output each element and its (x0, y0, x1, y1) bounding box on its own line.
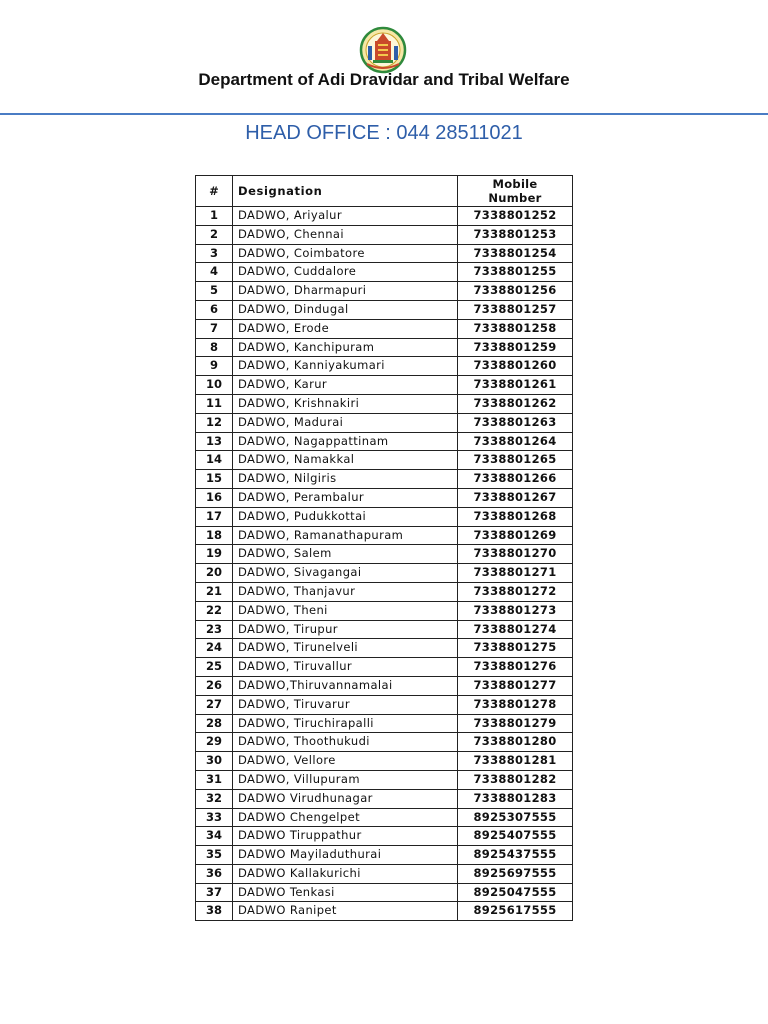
row-number: 1 (196, 207, 233, 226)
row-designation: DADWO, Tirupur (233, 620, 458, 639)
row-mobile-number: 7338801268 (458, 507, 573, 526)
row-mobile-number: 7338801273 (458, 601, 573, 620)
row-mobile-number: 8925407555 (458, 827, 573, 846)
row-mobile-number: 7338801258 (458, 319, 573, 338)
table-row (196, 770, 573, 789)
row-designation: DADWO, Cuddalore (233, 263, 458, 282)
table-row (196, 526, 573, 545)
row-number: 14 (196, 451, 233, 470)
row-mobile-number: 7338801253 (458, 225, 573, 244)
table-row (196, 658, 573, 677)
row-designation: DADWO Tiruppathur (233, 827, 458, 846)
department-title: Department of Adi Dravidar and Tribal Welfare (198, 70, 570, 89)
row-mobile-number: 7338801280 (458, 733, 573, 752)
table-row (196, 207, 573, 226)
row-designation: DADWO, Vellore (233, 752, 458, 771)
row-mobile-number: 8925437555 (458, 846, 573, 865)
table-row (196, 338, 573, 357)
row-mobile-number: 8925697555 (458, 864, 573, 883)
row-designation: DADWO, Theni (233, 601, 458, 620)
row-designation: DADWO, Thanjavur (233, 582, 458, 601)
row-designation: DADWO, Pudukkottai (233, 507, 458, 526)
row-mobile-number: 7338801283 (458, 789, 573, 808)
table-row (196, 564, 573, 583)
row-designation: DADWO Tenkasi (233, 883, 458, 902)
row-number: 17 (196, 507, 233, 526)
row-number: 3 (196, 244, 233, 263)
row-mobile-number: 7338801254 (458, 244, 573, 263)
table-row (196, 733, 573, 752)
row-designation: DADWO, Ariyalur (233, 207, 458, 226)
row-number: 24 (196, 639, 233, 658)
row-mobile-number: 7338801261 (458, 376, 573, 395)
column-header-mobile: Mobile Number (458, 176, 573, 207)
table-row (196, 789, 573, 808)
row-mobile-number: 7338801259 (458, 338, 573, 357)
row-designation: DADWO, Chennai (233, 225, 458, 244)
row-designation: DADWO, Ramanathapuram (233, 526, 458, 545)
row-number: 5 (196, 282, 233, 301)
row-mobile-number: 7338801270 (458, 545, 573, 564)
row-number: 31 (196, 770, 233, 789)
row-designation: DADWO, Thoothukudi (233, 733, 458, 752)
row-number: 13 (196, 432, 233, 451)
row-number: 23 (196, 620, 233, 639)
table-header-row (196, 176, 573, 207)
row-designation: DADWO Chengelpet (233, 808, 458, 827)
table-row (196, 639, 573, 658)
table-row (196, 601, 573, 620)
table-row (196, 413, 573, 432)
row-mobile-number: 7338801274 (458, 620, 573, 639)
row-designation: DADWO, Salem (233, 545, 458, 564)
row-number: 35 (196, 846, 233, 865)
table-row (196, 846, 573, 865)
row-designation: DADWO, Coimbatore (233, 244, 458, 263)
table-row (196, 582, 573, 601)
table-row (196, 470, 573, 489)
row-designation: DADWO, Namakkal (233, 451, 458, 470)
row-number: 37 (196, 883, 233, 902)
row-mobile-number: 8925307555 (458, 808, 573, 827)
row-number: 29 (196, 733, 233, 752)
row-number: 27 (196, 695, 233, 714)
row-mobile-number: 7338801255 (458, 263, 573, 282)
row-number: 32 (196, 789, 233, 808)
row-designation: DADWO, Perambalur (233, 488, 458, 507)
table-row (196, 394, 573, 413)
table-row (196, 695, 573, 714)
row-number: 6 (196, 300, 233, 319)
head-office-phone: HEAD OFFICE : 044 28511021 (245, 122, 523, 144)
row-mobile-number: 7338801266 (458, 470, 573, 489)
row-mobile-number: 7338801272 (458, 582, 573, 601)
row-mobile-number: 7338801256 (458, 282, 573, 301)
row-designation: DADWO, Nilgiris (233, 470, 458, 489)
table-row (196, 319, 573, 338)
row-number: 25 (196, 658, 233, 677)
table-row (196, 376, 573, 395)
table-row (196, 864, 573, 883)
row-designation: DADWO, Dharmapuri (233, 282, 458, 301)
column-header-designation: Designation (233, 176, 458, 207)
row-mobile-number: 7338801269 (458, 526, 573, 545)
row-mobile-number: 7338801276 (458, 658, 573, 677)
row-designation: DADWO Virudhunagar (233, 789, 458, 808)
row-mobile-number: 7338801262 (458, 394, 573, 413)
row-mobile-number: 7338801275 (458, 639, 573, 658)
row-designation: DADWO, Villupuram (233, 770, 458, 789)
row-designation: DADWO, Kanchipuram (233, 338, 458, 357)
table-row (196, 357, 573, 376)
table-row (196, 432, 573, 451)
table-row (196, 620, 573, 639)
row-mobile-number: 7338801260 (458, 357, 573, 376)
row-mobile-number: 7338801277 (458, 676, 573, 695)
table-row (196, 244, 573, 263)
header-divider (0, 113, 768, 115)
table-row (196, 507, 573, 526)
row-designation: DADWO, Tiruvallur (233, 658, 458, 677)
row-mobile-number: 7338801252 (458, 207, 573, 226)
row-number: 21 (196, 582, 233, 601)
row-mobile-number: 7338801263 (458, 413, 573, 432)
contacts-table (195, 175, 573, 921)
row-designation: DADWO, Nagappattinam (233, 432, 458, 451)
row-number: 30 (196, 752, 233, 771)
row-mobile-number: 7338801281 (458, 752, 573, 771)
row-mobile-number: 7338801279 (458, 714, 573, 733)
row-mobile-number: 7338801282 (458, 770, 573, 789)
row-number: 2 (196, 225, 233, 244)
table-row (196, 902, 573, 921)
row-designation: DADWO, Sivagangai (233, 564, 458, 583)
table-row (196, 676, 573, 695)
row-number: 28 (196, 714, 233, 733)
row-mobile-number: 8925047555 (458, 883, 573, 902)
row-designation: DADWO Ranipet (233, 902, 458, 921)
row-number: 4 (196, 263, 233, 282)
table-row (196, 883, 573, 902)
row-designation: DADWO, Erode (233, 319, 458, 338)
row-mobile-number: 8925617555 (458, 902, 573, 921)
row-mobile-number: 7338801278 (458, 695, 573, 714)
row-designation: DADWO, Tiruchirapalli (233, 714, 458, 733)
row-number: 19 (196, 545, 233, 564)
row-designation: DADWO Kallakurichi (233, 864, 458, 883)
row-mobile-number: 7338801265 (458, 451, 573, 470)
table-row (196, 714, 573, 733)
row-number: 18 (196, 526, 233, 545)
row-number: 26 (196, 676, 233, 695)
row-mobile-number: 7338801271 (458, 564, 573, 583)
table-row (196, 488, 573, 507)
row-number: 16 (196, 488, 233, 507)
row-designation: DADWO, Tirunelveli (233, 639, 458, 658)
row-mobile-number: 7338801257 (458, 300, 573, 319)
table-row (196, 451, 573, 470)
table-row (196, 752, 573, 771)
row-number: 7 (196, 319, 233, 338)
table-row (196, 545, 573, 564)
row-number: 34 (196, 827, 233, 846)
row-number: 38 (196, 902, 233, 921)
row-designation: DADWO, Tiruvarur (233, 695, 458, 714)
row-number: 9 (196, 357, 233, 376)
row-number: 20 (196, 564, 233, 583)
table-row (196, 300, 573, 319)
table-row (196, 808, 573, 827)
table-row (196, 827, 573, 846)
row-number: 10 (196, 376, 233, 395)
row-number: 11 (196, 394, 233, 413)
row-number: 15 (196, 470, 233, 489)
row-designation: DADWO Mayiladuthurai (233, 846, 458, 865)
row-designation: DADWO, Krishnakiri (233, 394, 458, 413)
column-header-number: # (196, 176, 233, 207)
table-row (196, 263, 573, 282)
row-number: 33 (196, 808, 233, 827)
row-mobile-number: 7338801267 (458, 488, 573, 507)
row-designation: DADWO, Kanniyakumari (233, 357, 458, 376)
row-mobile-number: 7338801264 (458, 432, 573, 451)
table-row (196, 282, 573, 301)
row-number: 12 (196, 413, 233, 432)
tamil-nadu-emblem-icon (359, 26, 407, 74)
row-designation: DADWO, Dindugal (233, 300, 458, 319)
table-row (196, 225, 573, 244)
row-number: 8 (196, 338, 233, 357)
row-designation: DADWO, Madurai (233, 413, 458, 432)
row-number: 36 (196, 864, 233, 883)
row-number: 22 (196, 601, 233, 620)
row-designation: DADWO,Thiruvannamalai (233, 676, 458, 695)
row-designation: DADWO, Karur (233, 376, 458, 395)
